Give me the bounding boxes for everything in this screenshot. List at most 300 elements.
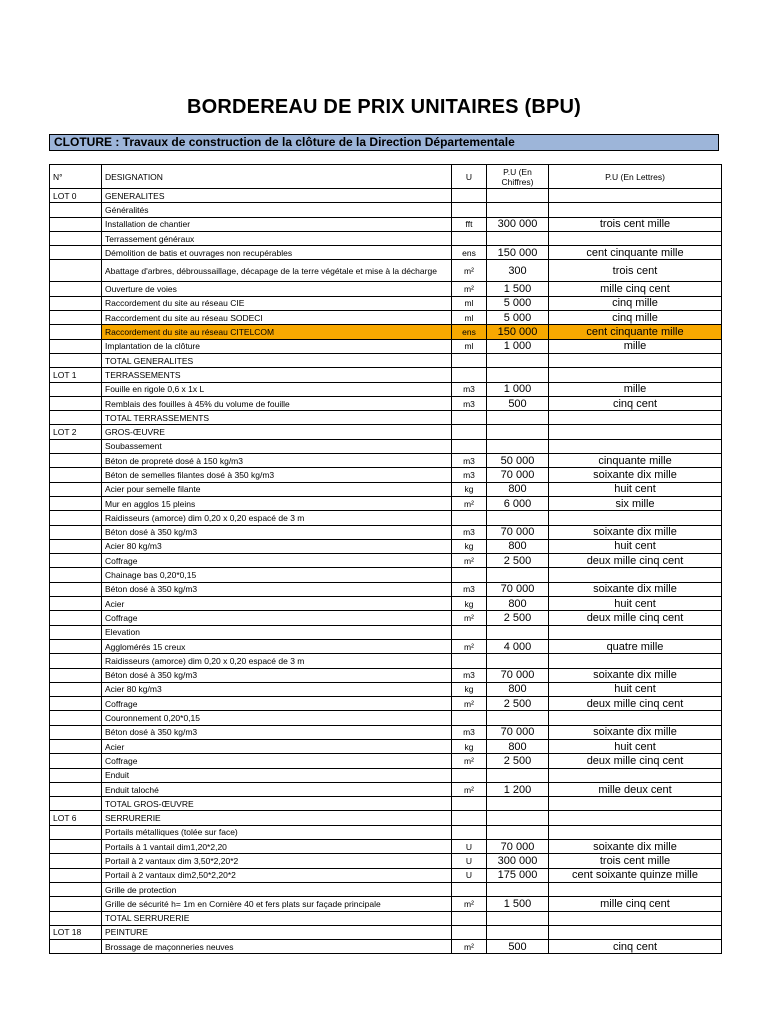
cell-lot — [50, 231, 102, 245]
cell-pu-chiffres — [487, 925, 549, 939]
cell-pu-lettres: cinq cent — [549, 940, 722, 954]
cell-designation: TOTAL GENERALITES — [102, 353, 452, 367]
cell-pu-chiffres: 300 — [487, 260, 549, 282]
cell-lot — [50, 611, 102, 625]
cell-designation: Acier 80 kg/m3 — [102, 539, 452, 553]
cell-pu-chiffres: 800 — [487, 739, 549, 753]
cell-lot — [50, 260, 102, 282]
cell-pu-chiffres: 70 000 — [487, 725, 549, 739]
cell-lot — [50, 511, 102, 525]
cell-pu-chiffres — [487, 882, 549, 896]
cell-pu-lettres: quatre mille — [549, 639, 722, 653]
cell-lot — [50, 568, 102, 582]
cell-unit: U — [452, 854, 487, 868]
cell-unit: m3 — [452, 525, 487, 539]
cell-designation: Coffrage — [102, 611, 452, 625]
cell-pu-chiffres: 70 000 — [487, 525, 549, 539]
cell-pu-lettres: deux mille cinq cent — [549, 697, 722, 711]
cell-pu-lettres — [549, 654, 722, 668]
cell-lot — [50, 882, 102, 896]
cell-designation: Raidisseurs (amorce) dim 0,20 x 0,20 espacé de 3 m — [102, 511, 452, 525]
cell-lot — [50, 525, 102, 539]
cell-lot — [50, 725, 102, 739]
table-row — [50, 539, 722, 553]
cell-unit — [452, 353, 487, 367]
table-row — [50, 246, 722, 260]
cell-unit: ml — [452, 339, 487, 353]
table-row — [50, 654, 722, 668]
table-row — [50, 882, 722, 896]
cell-pu-chiffres — [487, 711, 549, 725]
cell-pu-chiffres — [487, 511, 549, 525]
cell-designation: Raidisseurs (amorce) dim 0,20 x 0,20 espacé de 3 m — [102, 654, 452, 668]
cell-pu-chiffres — [487, 411, 549, 425]
cell-unit: m3 — [452, 454, 487, 468]
cell-pu-chiffres: 50 000 — [487, 454, 549, 468]
cell-designation: Béton dosé à 350 kg/m3 — [102, 668, 452, 682]
cell-pu-chiffres: 150 000 — [487, 325, 549, 339]
cell-lot — [50, 668, 102, 682]
table-row — [50, 825, 722, 839]
cell-designation: Ouverture de voies — [102, 282, 452, 296]
table-row — [50, 697, 722, 711]
cell-designation: GENERALITES — [102, 189, 452, 203]
table-row — [50, 311, 722, 325]
cell-unit — [452, 368, 487, 382]
table-row — [50, 668, 722, 682]
table-row — [50, 217, 722, 231]
cell-lot — [50, 582, 102, 596]
cell-unit — [452, 231, 487, 245]
cell-lot — [50, 496, 102, 510]
cell-pu-lettres — [549, 925, 722, 939]
cell-designation: TOTAL TERRASSEMENTS — [102, 411, 452, 425]
cell-pu-lettres: soixante dix mille — [549, 840, 722, 854]
cell-designation: Implantation de la clôture — [102, 339, 452, 353]
cell-pu-chiffres — [487, 811, 549, 825]
cell-unit: m² — [452, 611, 487, 625]
cell-unit — [452, 425, 487, 439]
cell-pu-chiffres — [487, 654, 549, 668]
cell-unit: kg — [452, 597, 487, 611]
cell-lot — [50, 246, 102, 260]
table-row — [50, 568, 722, 582]
table-row — [50, 940, 722, 954]
table-row — [50, 797, 722, 811]
cell-pu-chiffres: 800 — [487, 682, 549, 696]
cell-lot — [50, 768, 102, 782]
cell-pu-lettres — [549, 353, 722, 367]
cell-unit — [452, 925, 487, 939]
cell-designation: Coffrage — [102, 754, 452, 768]
cell-pu-lettres: cinq cent — [549, 396, 722, 410]
cell-unit — [452, 825, 487, 839]
cell-unit: m3 — [452, 582, 487, 596]
cell-designation: Portails métalliques (tolée sur face) — [102, 825, 452, 839]
cell-pu-lettres: huit cent — [549, 682, 722, 696]
cell-designation: Acier — [102, 739, 452, 753]
table-row — [50, 382, 722, 396]
cell-pu-lettres — [549, 231, 722, 245]
cell-unit — [452, 811, 487, 825]
cell-designation: Mur en agglos 15 pleins — [102, 496, 452, 510]
table-row — [50, 189, 722, 203]
cell-lot — [50, 482, 102, 496]
table-row — [50, 468, 722, 482]
cell-pu-lettres: cent soixante quinze mille — [549, 868, 722, 882]
table-row — [50, 782, 722, 796]
table-row — [50, 868, 722, 882]
cell-lot — [50, 339, 102, 353]
cell-designation: Acier — [102, 597, 452, 611]
header-pu-chiffres: P.U (En Chiffres) — [487, 165, 549, 189]
cell-lot — [50, 411, 102, 425]
cell-pu-chiffres: 5 000 — [487, 296, 549, 310]
cell-lot — [50, 754, 102, 768]
cell-pu-chiffres: 70 000 — [487, 582, 549, 596]
cell-lot: LOT 0 — [50, 189, 102, 203]
cell-designation: Abattage d'arbres, débroussaillage, décapage de la terre végétale et mise à la décharge — [102, 260, 452, 282]
cell-unit: ml — [452, 296, 487, 310]
table-row — [50, 325, 722, 339]
table-row — [50, 840, 722, 854]
cell-lot — [50, 311, 102, 325]
table-row — [50, 582, 722, 596]
cell-lot — [50, 296, 102, 310]
cell-designation: Raccordement du site au réseau CIE — [102, 296, 452, 310]
cell-designation: Soubassement — [102, 439, 452, 453]
cell-pu-chiffres — [487, 768, 549, 782]
table-row — [50, 368, 722, 382]
cell-pu-lettres: mille — [549, 382, 722, 396]
cell-unit: kg — [452, 739, 487, 753]
cell-unit: ens — [452, 325, 487, 339]
cell-unit: kg — [452, 482, 487, 496]
cell-lot — [50, 782, 102, 796]
cell-lot — [50, 797, 102, 811]
cell-unit — [452, 203, 487, 217]
cell-pu-lettres — [549, 568, 722, 582]
cell-unit: m² — [452, 260, 487, 282]
cell-pu-lettres — [549, 439, 722, 453]
cell-pu-lettres: six mille — [549, 496, 722, 510]
cell-lot — [50, 217, 102, 231]
cell-pu-chiffres: 2 500 — [487, 697, 549, 711]
cell-lot — [50, 825, 102, 839]
cell-pu-chiffres: 70 000 — [487, 840, 549, 854]
cell-unit: U — [452, 868, 487, 882]
page-title: BORDEREAU DE PRIX UNITAIRES (BPU) — [186, 96, 582, 118]
cell-pu-chiffres — [487, 625, 549, 639]
cell-pu-lettres: mille cinq cent — [549, 897, 722, 911]
cell-unit: m² — [452, 639, 487, 653]
cell-designation: Terrassement généraux — [102, 231, 452, 245]
cell-designation: Grille de protection — [102, 882, 452, 896]
table-row — [50, 611, 722, 625]
table-row — [50, 260, 722, 282]
cell-lot — [50, 597, 102, 611]
cell-unit: ml — [452, 311, 487, 325]
cell-pu-lettres: deux mille cinq cent — [549, 554, 722, 568]
cell-designation: Elevation — [102, 625, 452, 639]
cell-pu-lettres — [549, 882, 722, 896]
cell-pu-lettres: huit cent — [549, 597, 722, 611]
cell-unit — [452, 568, 487, 582]
cell-lot — [50, 203, 102, 217]
cell-lot — [50, 654, 102, 668]
cell-pu-lettres: soixante dix mille — [549, 725, 722, 739]
cell-lot — [50, 353, 102, 367]
cell-pu-chiffres — [487, 797, 549, 811]
cell-lot — [50, 396, 102, 410]
cell-unit: fft — [452, 217, 487, 231]
cell-lot — [50, 282, 102, 296]
cell-designation: Remblais des fouilles à 45% du volume de fouille — [102, 396, 452, 410]
cell-lot — [50, 454, 102, 468]
cell-pu-chiffres: 6 000 — [487, 496, 549, 510]
cell-lot — [50, 911, 102, 925]
cell-pu-lettres: mille — [549, 339, 722, 353]
cell-designation: Agglomérés 15 creux — [102, 639, 452, 653]
table-row — [50, 454, 722, 468]
cell-pu-chiffres: 4 000 — [487, 639, 549, 653]
cell-designation: Portail à 2 vantaux dim 3,50*2,20*2 — [102, 854, 452, 868]
cell-pu-lettres: cinq mille — [549, 296, 722, 310]
cell-lot — [50, 439, 102, 453]
cell-pu-lettres — [549, 368, 722, 382]
cell-designation: Brossage de maçonneries neuves — [102, 940, 452, 954]
table-row — [50, 682, 722, 696]
cell-pu-chiffres: 300 000 — [487, 217, 549, 231]
cell-pu-lettres: mille cinq cent — [549, 282, 722, 296]
cell-pu-chiffres: 70 000 — [487, 468, 549, 482]
cell-designation: Béton dosé à 350 kg/m3 — [102, 525, 452, 539]
cell-lot: LOT 1 — [50, 368, 102, 382]
cell-lot: LOT 6 — [50, 811, 102, 825]
cell-lot — [50, 840, 102, 854]
cell-pu-lettres: cinq mille — [549, 311, 722, 325]
cell-unit: m² — [452, 282, 487, 296]
cell-unit: m3 — [452, 468, 487, 482]
cell-pu-lettres: deux mille cinq cent — [549, 611, 722, 625]
cell-lot — [50, 325, 102, 339]
cell-pu-lettres: soixante dix mille — [549, 468, 722, 482]
header-designation: DESIGNATION — [102, 165, 452, 189]
cell-unit — [452, 711, 487, 725]
price-table — [49, 164, 722, 954]
cell-unit: m² — [452, 782, 487, 796]
cell-unit: m² — [452, 940, 487, 954]
cell-lot — [50, 711, 102, 725]
cell-designation: Fouille en rigole 0,6 x 1x L — [102, 382, 452, 396]
cell-lot: LOT 18 — [50, 925, 102, 939]
cell-pu-lettres: huit cent — [549, 539, 722, 553]
cell-unit — [452, 768, 487, 782]
cell-pu-chiffres: 175 000 — [487, 868, 549, 882]
cell-pu-lettres — [549, 411, 722, 425]
cell-lot — [50, 868, 102, 882]
cell-unit: U — [452, 840, 487, 854]
cell-pu-lettres: cent cinquante mille — [549, 325, 722, 339]
cell-designation: Chainage bas 0,20*0,15 — [102, 568, 452, 582]
cell-unit — [452, 511, 487, 525]
table-row — [50, 739, 722, 753]
cell-lot — [50, 382, 102, 396]
cell-unit: m² — [452, 554, 487, 568]
table-row — [50, 597, 722, 611]
cell-pu-lettres: soixante dix mille — [549, 582, 722, 596]
table-row — [50, 525, 722, 539]
cell-designation: Coffrage — [102, 554, 452, 568]
table-row — [50, 639, 722, 653]
cell-designation: PEINTURE — [102, 925, 452, 939]
cell-pu-lettres: trois cent — [549, 260, 722, 282]
cell-pu-chiffres: 300 000 — [487, 854, 549, 868]
cell-designation: Enduit — [102, 768, 452, 782]
cell-unit — [452, 189, 487, 203]
cell-pu-chiffres: 1 500 — [487, 897, 549, 911]
cell-pu-chiffres — [487, 189, 549, 203]
cell-lot — [50, 697, 102, 711]
cell-pu-lettres: cinquante mille — [549, 454, 722, 468]
cell-pu-chiffres: 800 — [487, 539, 549, 553]
section-title: CLOTURE : Travaux de construction de la clôture de la Direction Départementale — [49, 134, 719, 151]
cell-designation: Couronnement 0,20*0,15 — [102, 711, 452, 725]
cell-unit — [452, 625, 487, 639]
cell-pu-lettres — [549, 811, 722, 825]
cell-designation: Acier 80 kg/m3 — [102, 682, 452, 696]
cell-pu-chiffres — [487, 353, 549, 367]
cell-pu-lettres — [549, 911, 722, 925]
cell-unit: m3 — [452, 382, 487, 396]
cell-pu-lettres — [549, 189, 722, 203]
cell-pu-lettres — [549, 203, 722, 217]
cell-designation: Démolition de batis et ouvrages non recupérables — [102, 246, 452, 260]
cell-pu-lettres — [549, 425, 722, 439]
cell-designation: Raccordement du site au réseau CITELCOM — [102, 325, 452, 339]
table-row — [50, 282, 722, 296]
table-row — [50, 396, 722, 410]
cell-pu-chiffres: 500 — [487, 940, 549, 954]
cell-lot — [50, 625, 102, 639]
header-unit: U — [452, 165, 487, 189]
cell-lot — [50, 682, 102, 696]
cell-designation: Généralités — [102, 203, 452, 217]
table-row — [50, 411, 722, 425]
cell-pu-lettres: huit cent — [549, 482, 722, 496]
cell-unit: m3 — [452, 396, 487, 410]
cell-lot — [50, 554, 102, 568]
table-row — [50, 554, 722, 568]
cell-pu-lettres — [549, 825, 722, 839]
table-row — [50, 754, 722, 768]
cell-pu-lettres: huit cent — [549, 739, 722, 753]
cell-designation: TOTAL GROS-ŒUVRE — [102, 797, 452, 811]
table-row — [50, 925, 722, 939]
cell-pu-chiffres — [487, 425, 549, 439]
header-pu-lettres: P.U (En Lettres) — [549, 165, 722, 189]
cell-unit: ens — [452, 246, 487, 260]
cell-unit — [452, 882, 487, 896]
cell-designation: GROS-ŒUVRE — [102, 425, 452, 439]
cell-pu-lettres: mille deux cent — [549, 782, 722, 796]
cell-unit: m² — [452, 697, 487, 711]
table-row — [50, 897, 722, 911]
cell-unit: m3 — [452, 668, 487, 682]
cell-unit: kg — [452, 539, 487, 553]
cell-designation: Grille de sécurité h= 1m en Cornière 40 et fers plats sur façade principale — [102, 897, 452, 911]
cell-unit — [452, 654, 487, 668]
table-row — [50, 711, 722, 725]
cell-designation: Acier pour semelle filante — [102, 482, 452, 496]
cell-designation: Portails à 1 vantail dim1,20*2,20 — [102, 840, 452, 854]
cell-pu-lettres: trois cent mille — [549, 854, 722, 868]
cell-pu-lettres — [549, 625, 722, 639]
cell-pu-chiffres: 2 500 — [487, 611, 549, 625]
cell-designation: Portail à 2 vantaux dim2,50*2,20*2 — [102, 868, 452, 882]
cell-pu-chiffres: 800 — [487, 482, 549, 496]
table-row — [50, 296, 722, 310]
cell-unit: m3 — [452, 725, 487, 739]
table-row — [50, 203, 722, 217]
cell-designation: Béton de propreté dosé à 150 kg/m3 — [102, 454, 452, 468]
table-row — [50, 854, 722, 868]
table-row — [50, 231, 722, 245]
cell-pu-chiffres: 1 000 — [487, 339, 549, 353]
cell-pu-lettres: soixante dix mille — [549, 525, 722, 539]
table-row — [50, 439, 722, 453]
table-row — [50, 353, 722, 367]
cell-lot — [50, 854, 102, 868]
cell-unit — [452, 797, 487, 811]
table-row — [50, 496, 722, 510]
table-row — [50, 511, 722, 525]
cell-designation: TERRASSEMENTS — [102, 368, 452, 382]
cell-pu-lettres: soixante dix mille — [549, 668, 722, 682]
cell-pu-chiffres — [487, 203, 549, 217]
table-row — [50, 482, 722, 496]
cell-pu-chiffres: 500 — [487, 396, 549, 410]
cell-pu-lettres — [549, 511, 722, 525]
cell-pu-chiffres: 150 000 — [487, 246, 549, 260]
cell-pu-lettres — [549, 797, 722, 811]
cell-designation: Installation de chantier — [102, 217, 452, 231]
cell-designation: Raccordement du site au réseau SODECI — [102, 311, 452, 325]
cell-lot — [50, 897, 102, 911]
cell-pu-chiffres — [487, 368, 549, 382]
cell-pu-lettres — [549, 711, 722, 725]
cell-pu-lettres — [549, 768, 722, 782]
header-num: N° — [50, 165, 102, 189]
cell-unit — [452, 911, 487, 925]
cell-pu-chiffres: 5 000 — [487, 311, 549, 325]
cell-designation: SERRURERIE — [102, 811, 452, 825]
cell-pu-chiffres: 2 500 — [487, 554, 549, 568]
table-row — [50, 768, 722, 782]
table-row — [50, 425, 722, 439]
cell-lot — [50, 739, 102, 753]
cell-designation: Enduit taloché — [102, 782, 452, 796]
table-header — [50, 165, 722, 189]
cell-pu-chiffres: 800 — [487, 597, 549, 611]
cell-designation: Béton dosé à 350 kg/m3 — [102, 582, 452, 596]
cell-pu-chiffres: 2 500 — [487, 754, 549, 768]
cell-pu-chiffres — [487, 231, 549, 245]
cell-lot — [50, 539, 102, 553]
table-row — [50, 811, 722, 825]
cell-pu-chiffres — [487, 911, 549, 925]
cell-designation: TOTAL SERRURERIE — [102, 911, 452, 925]
